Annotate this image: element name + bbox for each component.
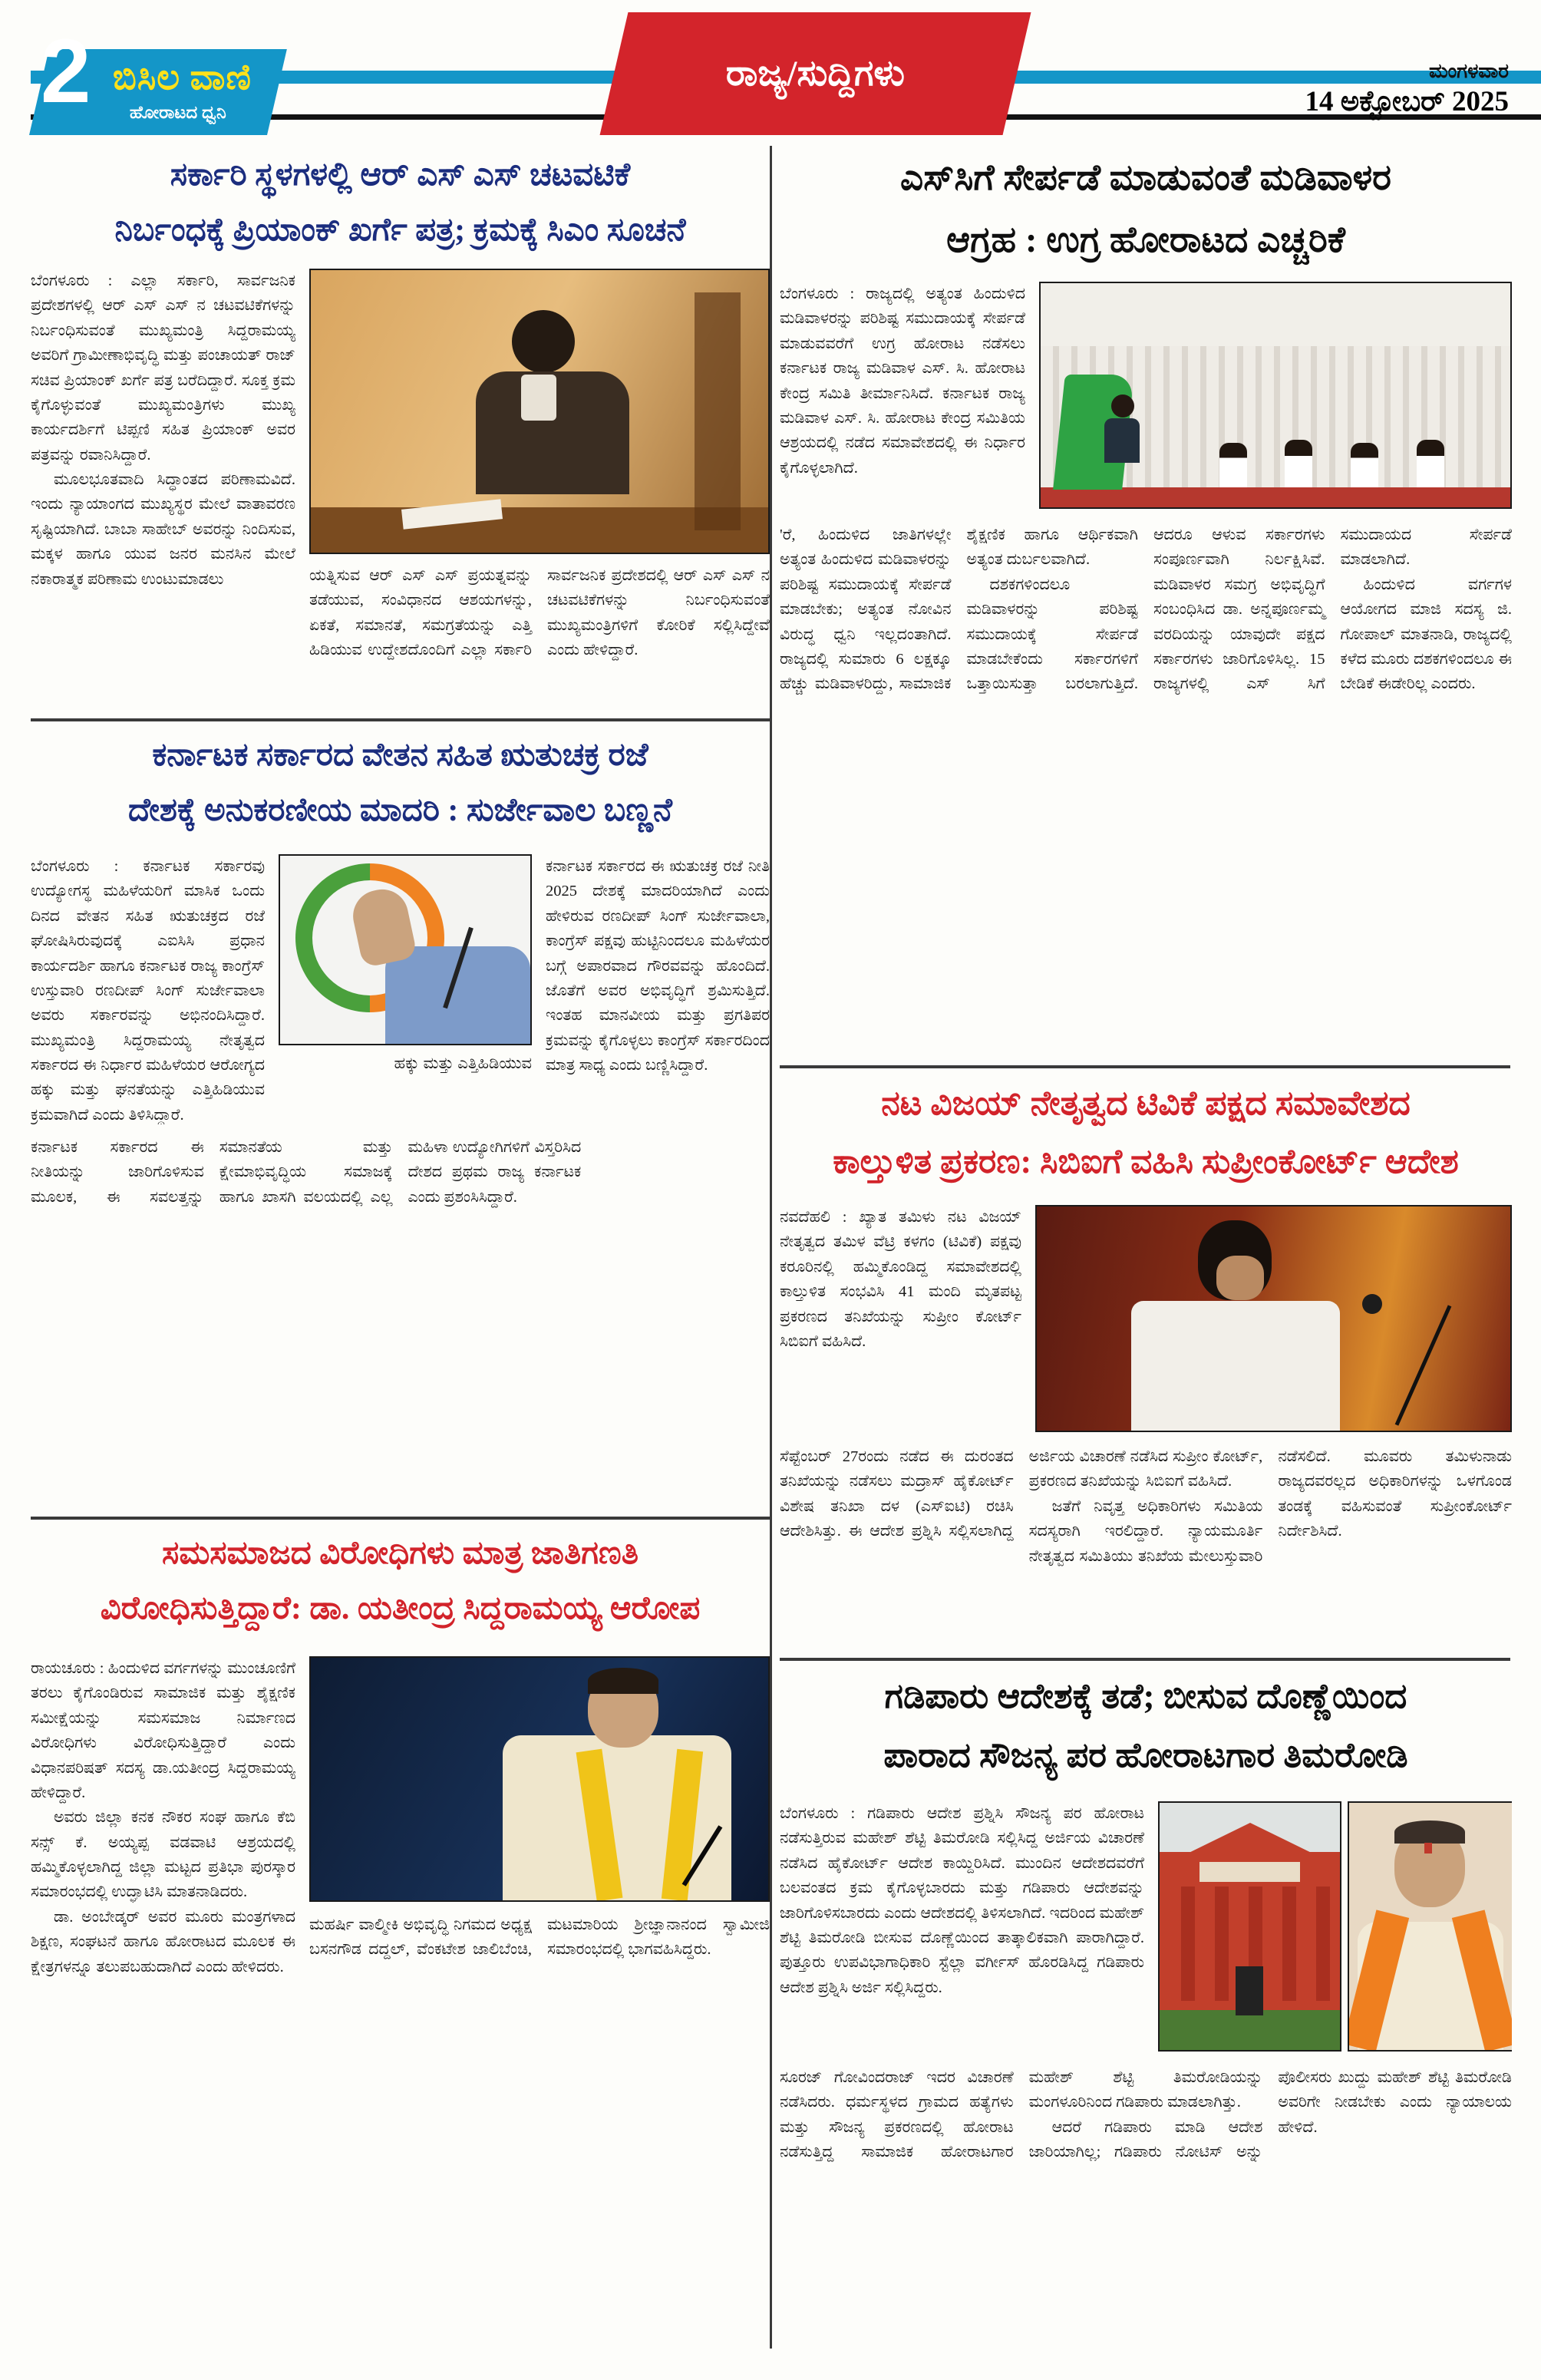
article-yathindra-column-1: ರಾಯಚೂರು : ಹಿಂದುಳಿದ ವರ್ಗಗಳನ್ನು ಮುಂಚೂಣಿಗೆ ತರಲು ಕೈಗೊಂಡಿರುವ ಸಾಮಾಜಿಕ ಮತ್ತು ಶೈಕ್ಷಣಿಕ ಸಮೀಕ್ಷೆಯನ್ನು ಸಮಸಮಾಜ ನಿರ್ಮಾಣದ ವಿರೋಧಿಗಳು ವಿರೋಧಿಸುತ್ತಿದ್ದಾರೆ ಎಂದು ವಿಧಾನಪರಿಷತ್ ಸದಸ್ಯ ಡಾ.ಯತೀಂದ್ರ ಸಿದ್ದರಾಮಯ್ಯ ಹೇಳಿದ್ದಾರೆ. ಅವರು ಜಿಲ್ಲಾ ಕನಕ ನೌಕರ ಸಂಘ ಹಾಗೂ ಕೆಬಿ ಸನ್ಸ್ ಕೆ. ಅಯ್ಯಪ್ಪ ವಡವಾಟಿ ಆಶ್ರಯದಲ್ಲಿ ಹಮ್ಮಿಕೊಳ್ಳಲಾಗಿದ್ದ ಜಿಲ್ಲಾ ಮಟ್ಟದ ಪ್ರತಿಭಾ ಪುರಸ್ಕಾರ ಸಮಾರಂಭದಲ್ಲಿ ಉದ್ಘಾಟಿಸಿ ಮಾತನಾಡಿದರು. ಡಾ. ಅಂಬೇಡ್ಕರ್ ಅವರ ಮೂರು ಮಂತ್ರಗಳಾದ ಶಿಕ್ಷಣ, ಸಂಘಟನೆ ಹಾಗೂ ಹೋರಾಟದ ಮೂಲಕ ಈ ಕ್ಷೇತ್ರಗಳನ್ನೂ ತಲುಪಬಹುದಾಗಿದೆ ಎಂದು ಹೇಳಿದರು. (31, 1660, 295, 1976)
photo-a-person-head (512, 310, 575, 373)
article-tvk-headline: ನಟ ವಿಜಯ್ ನೇತೃತ್ವದ ಟಿವಿಕೆ ಪಕ್ಷದ ಸಮಾವೇಶದ ಕಾಲ್ತುಳಿತ ಪ್ರಕರಣ: ಸಿಬಿಐಗೆ ವಹಿಸಿ ಸುಪ್ರೀಂಕೋರ್ಟ್ ಆದೇಶ (833, 1084, 1459, 1180)
article-yathindra-headline: ಸಮಸಮಾಜದ ವಿರೋಧಿಗಳು ಮಾತ್ರ ಜಾತಿಗಣತಿ ವಿರೋಧಿಸುತ್ತಿದ್ದಾರೆ: ಡಾ. ಯತೀಂದ್ರ ಸಿದ್ದರಾಮಯ್ಯ ಆರೋಪ (100, 1536, 701, 1627)
article-madivala-column-1: ಬೆಂಗಳೂರು : ರಾಜ್ಯದಲ್ಲಿ ಅತ್ಯಂತ ಹಿಂದುಳಿದ ಮಡಿವಾಳರನ್ನು ಪರಿಶಿಷ್ಟ ಸಮುದಾಯಕ್ಕೆ ಸೇರ್ಪಡೆ ಮಾಡುವವರೆಗೆ ಉಗ್ರ ಹೋರಾಟ ನಡೆಸಲು ಕರ್ನಾಟಕ ರಾಜ್ಯ ಮಡಿವಾಳ ಎಸ್. ಸಿ. ಹೋರಾಟ ಕೇಂದ್ರ ಸಮಿತಿ ತೀರ್ಮಾನಿಸಿದೆ. ಕರ್ನಾಟಕ ರಾಜ್ಯ ಮಡಿವಾಳ ಎಸ್. ಸಿ. ಹೋರಾಟ ಕೇಂದ್ರ ಸಮಿತಿಯ ಆಶ್ರಯದಲ್ಲಿ ನಡೆದ ಸಮಾವೇಶದಲ್ಲಿ ಈ ನಿರ್ಧಾರ ಕೈಗೊಳ್ಳಲಾಗಿದೆ. (780, 286, 1025, 477)
photo-d-face (1216, 1256, 1264, 1300)
photo-f1-columns (1181, 1887, 1195, 2000)
photo-e-hair (588, 1668, 658, 1694)
photo-b-carpet (1041, 487, 1510, 507)
article-thimarodi-body: ಸೂರಜ್ ಗೋವಿಂದರಾಜ್ ಇದರ ವಿಚಾರಣೆ ನಡೆಸಿದರು. ಧರ್ಮಸ್ಥಳದ ಗ್ರಾಮದ ಹತ್ಯೆಗಳು ಮತ್ತು ಸೌಜನ್ಯ ಪ್ರಕರಣದಲ್ಲಿ ಹೋರಾಟ ನಡೆಸುತ್ತಿದ್ದ ಸಾಮಾಜಿಕ ಹೋರಾಟಗಾರ ಮಹೇಶ್ ಶೆಟ್ಟಿ ತಿಮರೋಡಿಯನ್ನು ಮಂಗಳೂರಿನಿಂದ ಗಡಿಪಾರು ಮಾಡಲಾಗಿತ್ತು. ಆದರೆ ಗಡಿಪಾರು ಮಾಡಿ ಆದೇಶ ಜಾರಿಯಾಗಿಲ್ಲ; ಗಡಿಪಾರು ನೋಟಿಸ್ ಅನ್ನು ಪೊಲೀಸರು ಖುದ್ದು ಮಹೇಶ್ ಶೆಟ್ಟಿ ತಿಮರೋಡಿ ಅವರಿಗೇ ನೀಡಬೇಕು ಎಂದು ನ್ಯಾಯಾಲಯ ಹೇಳಿದೆ. (780, 2069, 1512, 2161)
section-banner (600, 12, 1031, 135)
photo-thimarodi-portrait (1348, 1801, 1512, 2052)
article-surjewala (31, 728, 770, 1510)
divider-left-1 (31, 718, 770, 721)
article-rss-letter (31, 147, 770, 715)
article-thimarodi (780, 1667, 1512, 2345)
article-surjewala-headline: ಕರ್ನಾಟಕ ಸರ್ಕಾರದ ವೇತನ ಸಹಿತ ಋತುಚಕ್ರ ರಜೆ ದೇಶಕ್ಕೆ ಅನುಕರಣೀಯ ಮಾದರಿ : ಸುರ್ಜೇವಾಲ ಬಣ್ಣನೆ (128, 738, 672, 829)
article-rss-column-1: ಬೆಂಗಳೂರು : ಎಲ್ಲಾ ಸರ್ಕಾರಿ, ಸಾರ್ವಜನಿಕ ಪ್ರದೇಶಗಳಲ್ಲಿ ಆರ್ ಎಸ್ ಎಸ್ ನ ಚಟವಟಿಕೆಗಳನ್ನು ನಿರ್ಬಂಧಿಸುವಂತೆ ಮುಖ್ಯಮಂತ್ರಿ ಸಿದ್ದರಾಮಯ್ಯ ಅವರಿಗೆ ಗ್ರಾಮೀಣಾಭಿವೃದ್ಧಿ ಮತ್ತು ಪಂಚಾಯತ್ ರಾಜ್ ಸಚಿವ ಪ್ರಿಯಾಂಕ್ ಖರ್ಗೆ ಪತ್ರ ಬರೆದಿದ್ದಾರೆ. ಸೂಕ್ತ ಕ್ರಮ ಕೈಗೊಳ್ಳುವಂತೆ ಮುಖ್ಯಮಂತ್ರಿಗಳು ಮುಖ್ಯ ಕಾರ್ಯದರ್ಶಿಗೆ ಟಿಪ್ಪಣಿ ಸಹಿತ ಪ್ರಿಯಾಂಕ್ ಅವರ ಪತ್ರವನ್ನು ರವಾನಿಸಿದ್ದಾರೆ. ಮೂಲಭೂತವಾದಿ ಸಿದ್ಧಾಂತದ ಪರಿಣಾಮವಿದೆ. ಇಂದು ನ್ಯಾಯಾಂಗದ ಮುಖ್ಯಸ್ಥರ ಮೇಲೆ ವಾತಾವರಣ ಸೃಷ್ಟಿಯಾಗಿದೆ. ಬಾಬಾ ಸಾಹೇಬ್ ಅವರನ್ನು ನಿಂದಿಸುವ, ಮಕ್ಕಳ ಹಾಗೂ ಯುವ ಜನರ ಮನಸಿನ ಮೇಲೆ ನಕಾರಾತ್ಮಕ ಪರಿಣಾಮ ಉಂಟುಮಾಡಲು (31, 272, 295, 588)
photo-f1-sign (1199, 1862, 1301, 1882)
paper-name: ಬಿಸಿಲ ವಾಣಿ (112, 58, 252, 97)
article-yathindra-body: ಮಹರ್ಷಿ ವಾಲ್ಮೀಕಿ ಅಭಿವೃದ್ಧಿ ನಿಗಮದ ಅಧ್ಯಕ್ಷ ಬಸನಗೌಡ ದದ್ದಲ್, ವೆಂಕಟೇಶ ಜಾಲಿಬೆಂಚಿ, ಮಟಮಾರಿಯ ಶ್ರೀಜ್ಞಾನಾನಂದ ಸ್ವಾಮೀಜಿ ಸಮಾರಂಭದಲ್ಲಿ ಭಾಗವಹಿಸಿದ್ದರು. (309, 1916, 770, 1959)
divider-right-1 (780, 1065, 1510, 1068)
article-rss-subcolumns: ಯತ್ನಿಸುವ ಆರ್ ಎಸ್ ಎಸ್ ಪ್ರಯತ್ನವನ್ನು ತಡೆಯುವ, ಸಂವಿಧಾನದ ಆಶಯಗಳನ್ನು, ಏಕತೆ, ಸಮಾನತೆ, ಸಮಗ್ರತೆಯನ್ನು ಎತ್ತಿ ಹಿಡಿಯುವ ಉದ್ದೇಶದೊಂದಿಗೆ ಎಲ್ಲಾ ಸರ್ಕಾರಿ ಸಾರ್ವಜನಿಕ ಪ್ರದೇಶದಲ್ಲಿ ಆರ್ ಎಸ್ ಎಸ್ ನ ಚಟವಟಿಕೆಗಳನ್ನು ನಿರ್ಬಂಧಿಸುವಂತೆ ಮುಖ್ಯಮಂತ್ರಿಗಳಿಗೆ ಕೋರಿಕೆ ಸಲ್ಲಿಸಿದ್ದೇವೆ ಎಂದು ಹೇಳಿದ್ದಾರೆ. (309, 567, 770, 659)
photo-a-pillar (695, 292, 741, 530)
article-thimarodi-column-1: ಬೆಂಗಳೂರು : ಗಡಿಪಾರು ಆದೇಶ ಪ್ರಶ್ನಿಸಿ ಸೌಜನ್ಯ ಪರ ಹೋರಾಟ ನಡೆಸುತ್ತಿರುವ ಮಹೇಶ್ ಶೆಟ್ಟಿ ತಿಮರೋಡಿ ಸಲ್ಲಿಸಿದ್ದ ಅರ್ಜಿಯ ವಿಚಾರಣೆ ನಡೆಸಿದ ಹೈಕೋರ್ಟ್ ಆದೇಶ ಕಾಯ್ದಿರಿಸಿದೆ. ಮುಂದಿನ ಆದೇಶದವರೆಗೆ ಬಲವಂತದ ಕ್ರಮ ಕೈಗೊಳ್ಳಬಾರದು ಮತ್ತು ಗಡಿಪಾರು ಆದೇಶವನ್ನು ಜಾರಿಗೊಳಿಸಬಾರದು ಎಂದು ಆದೇಶದಲ್ಲಿ ತಿಳಿಸಲಾಗಿದೆ. ಇದರಿಂದ ಮಹೇಶ್ ಶೆಟ್ಟಿ ತಿಮರೋಡಿ ಬೀಸುವ ದೊಣ್ಣೆಯಿಂದ ತಾತ್ಕಾಲಿಕವಾಗಿ ಪಾರಾಗಿದ್ದಾರೆ. ಪುತ್ತೂರು ಉಪವಿಭಾಗಾಧಿಕಾರಿ ಸ್ಟೆಲ್ಲಾ ವರ್ಗೀಸ್ ಹೊರಡಿಸಿದ್ದ ಗಡಿಪಾರು ಆದೇಶ ಪ್ರಶ್ನಿಸಿ ಅರ್ಜಿ ಸಲ್ಲಿಸಿದ್ದರು. (780, 1805, 1144, 1996)
center-column-rule (770, 146, 772, 2349)
date-label: 14 ಅಕ್ಟೋಬರ್ 2025 (1305, 86, 1509, 117)
divider-right-2 (780, 1658, 1510, 1661)
page-number: 2 (40, 21, 91, 122)
article-tvk-stampede (780, 1074, 1512, 1650)
paper-tagline: ಹೋರಾಟದ ಧ್ವನಿ (129, 103, 226, 122)
photo-vijay (1035, 1205, 1512, 1432)
photo-yathindra-stage (309, 1656, 770, 1902)
photo-b-attendee-3 (1351, 443, 1378, 487)
photo-f1-statue (1236, 1966, 1263, 2015)
photo-surjewala-congress (279, 854, 532, 1045)
article-tvk-column-1: ನವದೆಹಲಿ : ಖ್ಯಾತ ತಮಿಳು ನಟ ವಿಜಯ್ ನೇತೃತ್ವದ ತಮಿಳ ವೆಟ್ರಿ ಕಳಗಂ (ಟಿವಿಕೆ) ಪಕ್ಷವು ಕರೂರಿನಲ್ಲಿ ಹಮ್ಮಿಕೊಂಡಿದ್ದ ಸಮಾವೇಶದಲ್ಲಿ ಕಾಲ್ತುಳಿತ ಸಂಭವಿಸಿ 41 ಮಂದಿ ಮೃತಪಟ್ಟ ಪ್ರಕರಣದ ತನಿಖೆಯನ್ನು ಸುಪ್ರೀಂ ಕೋರ್ಟ್ ಸಿಬಿಐಗೆ ವಹಿಸಿದೆ. (780, 1209, 1021, 1350)
photo-b-speaker-torso (1104, 418, 1140, 463)
section-title: ರಾಜ್ಯ/ಸುದ್ದಿಗಳು (725, 53, 906, 94)
article-surjewala-column-3: ಕರ್ನಾಟಕ ಸರ್ಕಾರದ ಈ ಋತುಚಕ್ರ ರಜೆ ನೀತಿ 2025 ದೇಶಕ್ಕೆ ಮಾದರಿಯಾಗಿದೆ ಎಂದು ಹೇಳಿರುವ ರಣದೀಪ್ ಸಿಂಗ್ ಸುರ್ಜೇವಾಲಾ, ಕಾಂಗ್ರೆಸ್ ಪಕ್ಷವು ಹುಟ್ಟಿನಿಂದಲೂ ಮಹಿಳೆಯರ ಬಗ್ಗೆ ಅಪಾರವಾದ ಗೌರವವನ್ನು ಹೊಂದಿದೆ. ಜೊತೆಗೆ ಅವರ ಅಭಿವೃದ್ಧಿಗೆ ಶ್ರಮಿಸುತ್ತಿದೆ. ಇಂತಹ ಮಾನವೀಯ ಮತ್ತು ಪ್ರಗತಿಪರ ಕ್ರಮವನ್ನು ಕೈಗೊಳ್ಳಲು ಕಾಂಗ್ರೆಸ್ ಸರ್ಕಾರದಿಂದ ಮಾತ್ರ ಸಾಧ್ಯ ಎಂದು ಬಣ್ಣಿಸಿದ್ದಾರೆ. (546, 858, 770, 1074)
photo-b-attendee-2 (1285, 440, 1312, 487)
photo-b-speaker-head (1111, 394, 1134, 418)
article-surjewala-wrap-fragment: ಹಕ್ಕು ಮತ್ತು ಎತ್ತಿಹಿಡಿಯುವ (394, 1054, 532, 1072)
photo-highcourt-building (1158, 1801, 1341, 2052)
masthead-logo (29, 21, 287, 135)
article-rss-headline: ಸರ್ಕಾರಿ ಸ್ಥಳಗಳಲ್ಲಿ ಆರ್ ಎಸ್ ಎಸ್ ಚಟವಟಿಕೆ ನಿರ್ಬಂಧಕ್ಕೆ ಪ್ರಿಯಾಂಕ್ ಖರ್ಗೆ ಪತ್ರ; ಕ್ರಮಕ್ಕೆ ಸಿಎಂ ಸೂಚನೆ (114, 157, 686, 249)
date-block (1305, 60, 1509, 118)
article-thimarodi-headline: ಗಡಿಪಾರು ಆದೇಶಕ್ಕೆ ತಡೆ; ಬೀಸುವ ದೊಣ್ಣೆಯಿಂದ ಪಾರಾದ ಸೌಜನ್ಯ ಪರ ಹೋರಾಟಗಾರ ತಿಮರೋಡಿ (883, 1677, 1408, 1775)
day-label: ಮಂಗಳವಾರ (1428, 60, 1509, 82)
photo-priyank-kharge-press (309, 269, 770, 554)
photo-d-shirt (1131, 1301, 1339, 1431)
article-surjewala-body: ಕರ್ನಾಟಕ ಸರ್ಕಾರದ ಈ ನೀತಿಯನ್ನು ಜಾರಿಗೊಳಿಸುವ ಮೂಲಕ, ಈ ಸವಲತ್ತನ್ನು ಸಮಾನತೆಯ ಮತ್ತು ಕ್ಷೇಮಾಭಿವೃದ್ಧಿಯ ಸಮಾಜಕ್ಕೆ ಹಾಗೂ ಖಾಸಗಿ ವಲಯದಲ್ಲಿ ಎಲ್ಲ ಮಹಿಳಾ ಉದ್ಯೋಗಿಗಳಿಗೆ ವಿಸ್ತರಿಸಿದ ದೇಶದ ಪ್ರಥಮ ರಾಜ್ಯ ಕರ್ನಾಟಕ ಎಂದು ಪ್ರಶಂಸಿಸಿದ್ದಾರೆ. (31, 1139, 582, 1206)
photo-b-attendee-1 (1219, 443, 1247, 487)
article-madivala-headline: ಎಸ್‌ಸಿಗೆ ಸೇರ್ಪಡೆ ಮಾಡುವಂತೆ ಮಡಿವಾಳರ ಆಗ್ರಹ : ಉಗ್ರ ಹೋರಾಟದ ಎಚ್ಚರಿಕೆ (900, 158, 1391, 260)
photo-f1-bushes (1160, 2010, 1340, 2050)
article-madivala-body: 'ರೆ, ಹಿಂದುಳಿದ ಜಾತಿಗಳಲ್ಲೇ ಅತ್ಯಂತ ಹಿಂದುಳಿದ ಮಡಿವಾಳರನ್ನು ಪರಿಶಿಷ್ಟ ಸಮುದಾಯಕ್ಕೆ ಸೇರ್ಪಡೆ ಮಾಡಬೇಕು; ಅತ್ಯಂತ ನೋವಿನ ವಿರುದ್ಧ ಧ್ವನಿ ಇಲ್ಲದಂತಾಗಿದೆ. ರಾಜ್ಯದಲ್ಲಿ ಸುಮಾರು 6 ಲಕ್ಷಕ್ಕೂ ಹೆಚ್ಚು ಮಡಿವಾಳರಿದ್ದು, ಸಾಮಾಜಿಕ ಶೈಕ್ಷಣಿಕ ಹಾಗೂ ಆರ್ಥಿಕವಾಗಿ ಅತ್ಯಂತ ದುರ್ಬಲವಾಗಿದೆ. ದಶಕಗಳಿಂದಲೂ ಮಡಿವಾಳರನ್ನು ಪರಿಶಿಷ್ಟ ಸಮುದಾಯಕ್ಕೆ ಸೇರ್ಪಡೆ ಮಾಡಬೇಕೆಂದು ಸರ್ಕಾರಗಳಿಗೆ ಒತ್ತಾಯಿಸುತ್ತಾ ಬರಲಾಗುತ್ತಿದೆ. ಆದರೂ ಆಳುವ ಸರ್ಕಾರಗಳು ಸಂಪೂರ್ಣವಾಗಿ ನಿರ್ಲಕ್ಷಿಸಿವೆ. ಮಡಿವಾಳರ ಸಮಗ್ರ ಅಭಿವೃದ್ಧಿಗೆ ಸಂಬಂಧಿಸಿದ ಡಾ. ಅನ್ನಪೂರ್ಣಮ್ಮ ವರದಿಯನ್ನು ಯಾವುದೇ ಪಕ್ಷದ ಸರ್ಕಾರಗಳು ಜಾರಿಗೊಳಿಸಿಲ್ಲ. 15 ರಾಜ್ಯಗಳಲ್ಲಿ ಎಸ್ ಸಿಗೆ ಸಮುದಾಯದ ಸೇರ್ಪಡೆ ಮಾಡಲಾಗಿದೆ. ಹಿಂದುಳಿದ ವರ್ಗಗಳ ಆಯೋಗದ ಮಾಜಿ ಸದಸ್ಯ ಜಿ. ಗೋಪಾಲ್ ಮಾತನಾಡಿ, ರಾಜ್ಯದಲ್ಲಿ ಕಳೆದ ಮೂರು ದಶಕಗಳಿಂದಲೂ ಈ ಬೇಡಿಕೆ ಈಡೇರಿಲ್ಲ ಎಂದರು. (780, 527, 1512, 693)
photo-a-shirt (521, 375, 556, 421)
photo-f2-tilaka (1424, 1843, 1432, 1853)
photo-madivala-convention (1039, 282, 1512, 509)
article-madivala-demand (780, 147, 1512, 1061)
article-yathindra (31, 1526, 770, 2345)
photo-f1-pediment (1178, 1823, 1322, 1858)
article-tvk-body: ಸೆಪ್ಟೆಂಬರ್ 27ರಂದು ನಡೆದ ಈ ದುರಂತದ ತನಿಖೆಯನ್ನು ನಡೆಸಲು ಮದ್ರಾಸ್ ಹೈಕೋರ್ಟ್ ವಿಶೇಷ ತನಿಖಾ ದಳ (ಎಸ್‌ಐಟಿ) ರಚಿಸಿ ಆದೇಶಿಸಿತ್ತು. ಈ ಆದೇಶ ಪ್ರಶ್ನಿಸಿ ಸಲ್ಲಿಸಲಾಗಿದ್ದ ಅರ್ಜಿಯ ವಿಚಾರಣೆ ನಡೆಸಿದ ಸುಪ್ರೀಂ ಕೋರ್ಟ್, ಪ್ರಕರಣದ ತನಿಖೆಯನ್ನು ಸಿಬಿಐಗೆ ವಹಿಸಿದೆ. ಜತೆಗೆ ನಿವೃತ್ತ ಅಧಿಕಾರಿಗಳು ಸಮಿತಿಯ ಸದಸ್ಯರಾಗಿ ಇರಲಿದ್ದಾರೆ. ನ್ಯಾಯಮೂರ್ತಿ ನೇತೃತ್ವದ ಸಮಿತಿಯು ತನಿಖೆಯ ಮೇಲುಸ್ತುವಾರಿ ನಡೆಸಲಿದೆ. ಮೂವರು ತಮಿಳುನಾಡು ರಾಜ್ಯದವರಲ್ಲದ ಅಧಿಕಾರಿಗಳನ್ನು ಒಳಗೊಂಡ ತಂಡಕ್ಕೆ ವಹಿಸುವಂತೆ ಸುಪ್ರೀಂಕೋರ್ಟ್ ನಿರ್ದೇಶಿಸಿದೆ. (780, 1448, 1512, 1565)
article-surjewala-column-1: ಬೆಂಗಳೂರು : ಕರ್ನಾಟಕ ಸರ್ಕಾರವು ಉದ್ಯೋಗಸ್ಥ ಮಹಿಳೆಯರಿಗೆ ಮಾಸಿಕ ಒಂದು ದಿನದ ವೇತನ ಸಹಿತ ಋತುಚಕ್ರದ ರಜೆ ಘೋಷಿಸಿರುವುದಕ್ಕೆ ಎಐಸಿಸಿ ಪ್ರಧಾನ ಕಾರ್ಯದರ್ಶಿ ಹಾಗೂ ಕರ್ನಾಟಕ ರಾಜ್ಯ ಕಾಂಗ್ರೆಸ್ ಉಸ್ತುವಾರಿ ರಣದೀಪ್ ಸಿಂಗ್ ಸುರ್ಜೇವಾಲಾ ಅವರು ಸರ್ಕಾರವನ್ನು ಅಭಿನಂದಿಸಿದ್ದಾರೆ. ಮುಖ್ಯಮಂತ್ರಿ ಸಿದ್ದರಾಮಯ್ಯ ನೇತೃತ್ವದ ಸರ್ಕಾರದ ಈ ನಿರ್ಧಾರ ಮಹಿಳೆಯರ ಆರೋಗ್ಯದ ಹಕ್ಕು ಮತ್ತು ಘನತೆಯನ್ನು ಎತ್ತಿಹಿಡಿಯುವ ಕ್ರಮವಾಗಿದೆ ಎಂದು ತಿಳಿಸಿದ್ದಾರೆ. (31, 858, 265, 1124)
photo-b-attendee-4 (1417, 440, 1444, 487)
divider-left-2 (31, 1517, 770, 1520)
photo-f2-hair (1394, 1820, 1465, 1844)
